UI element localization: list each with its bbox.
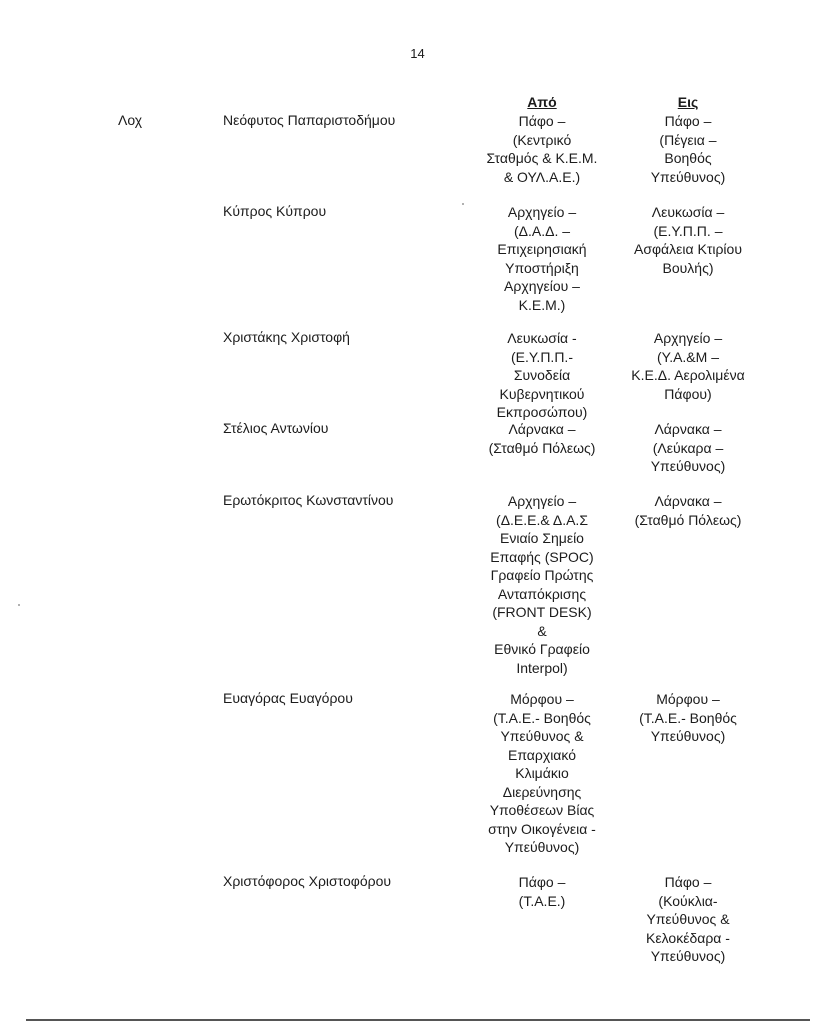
from-location: Αρχηγείο – (Δ.Ε.Ε.& Δ.Α.Σ Ενιαίο Σημείο Επαφής (SPOC) Γραφείο Πρώτης Ανταπόκρισης (FRONT DESK) & Εθνικό Γραφείο Interpol) bbox=[490, 493, 594, 676]
to-location: Πάφο – (Πέγεια – Βοηθός Υπεύθυνος) bbox=[650, 113, 726, 185]
officer-name: Στέλιος Αντωνίου bbox=[223, 420, 329, 436]
scan-speck bbox=[462, 203, 464, 205]
from-location: Αρχηγείο – (Δ.Α.Δ. – Επιχειρησιακή Υποστήριξη Αρχηγείου – Κ.Ε.Μ.) bbox=[497, 204, 587, 313]
header-from: Από bbox=[527, 94, 557, 110]
officer-name: Χριστάκης Χριστοφή bbox=[223, 329, 350, 345]
header-to: Εις bbox=[677, 94, 699, 110]
from-location: Μόρφου – (Τ.Α.Ε.- Βοηθός Υπεύθυνος & Επαρχιακό Κλιμάκιο Διερεύνησης Υποθέσεων Βίας στην Οικογένεια - Υπεύθυνος) bbox=[488, 691, 596, 855]
officer-name: Χριστόφορος Χριστοφόρου bbox=[223, 873, 392, 889]
officer-name: Νεόφυτος Παπαριστοδήμου bbox=[223, 112, 396, 128]
to-location: Λάρνακα – (Σταθμό Πόλεως) bbox=[634, 493, 742, 528]
from-location: Λευκωσία - (Ε.Υ.Π.Π.- Συνοδεία Κυβερνητικού Εκπροσώπου) bbox=[496, 330, 588, 420]
to-location: Μόρφου – (Τ.Α.Ε.- Βοηθός Υπεύθυνος) bbox=[639, 691, 737, 744]
from-location: Πάφο – (Κεντρικό Σταθμός & Κ.Ε.Μ. & ΟΥΛ.Α.Ε.) bbox=[486, 113, 598, 185]
to-location: Λάρνακα – (Λεύκαρα – Υπεύθυνος) bbox=[650, 421, 726, 474]
to-location: Λευκωσία – (Ε.Υ.Π.Π. – Ασφάλεια Κτιρίου Βουλής) bbox=[634, 204, 742, 276]
scan-speck bbox=[18, 604, 20, 606]
to-location: Αρχηγείο – (Υ.Α.&Μ – Κ.Ε.Δ. Αερολιμένα Πάφου) bbox=[631, 330, 745, 402]
bottom-rule bbox=[26, 1019, 810, 1021]
officer-name: Κύπρος Κύπρου bbox=[223, 203, 327, 219]
page-number: 14 bbox=[410, 46, 425, 61]
officer-name: Ευαγόρας Ευαγόρου bbox=[223, 690, 353, 706]
from-location: Λάρνακα – (Σταθμό Πόλεως) bbox=[488, 421, 596, 456]
to-location: Πάφο – (Κούκλια- Υπεύθυνος & Κελοκέδαρα - Υπεύθυνος) bbox=[646, 874, 730, 964]
officer-name: Ερωτόκριτος Κωνσταντίνου bbox=[223, 492, 394, 508]
from-location: Πάφο – (Τ.Α.Ε.) bbox=[518, 874, 566, 909]
rank-label: Λοχ bbox=[118, 112, 143, 128]
